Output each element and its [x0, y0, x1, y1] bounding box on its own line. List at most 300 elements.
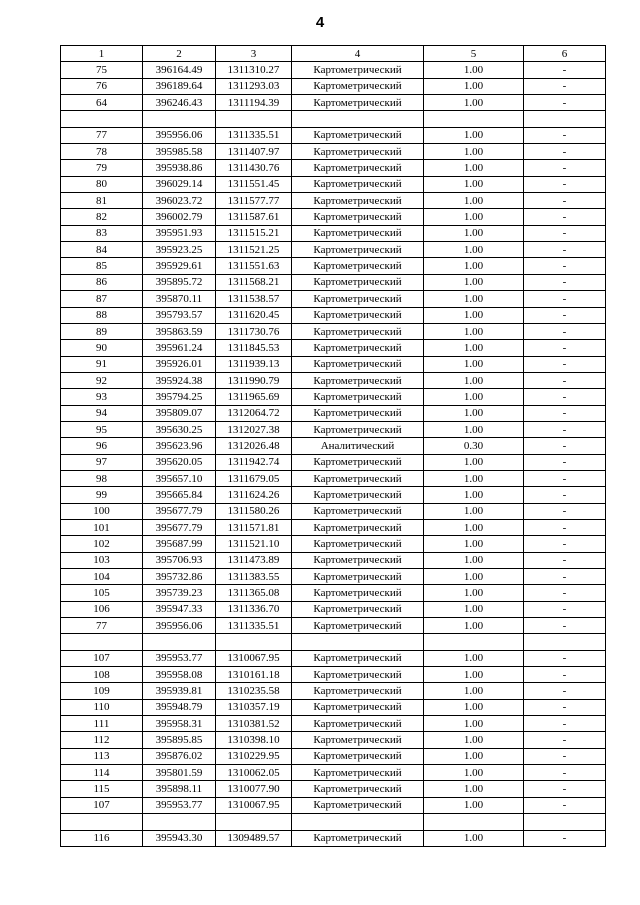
- column-header: 6: [524, 46, 606, 62]
- table-cell: Картометрический: [292, 323, 424, 339]
- table-cell: 395958.31: [143, 716, 216, 732]
- table-cell: -: [524, 487, 606, 503]
- table-row-separator: [61, 814, 606, 830]
- table-cell: 1.00: [424, 258, 524, 274]
- table-cell: 395929.61: [143, 258, 216, 274]
- table-cell: Картометрический: [292, 454, 424, 470]
- table-cell: -: [524, 699, 606, 715]
- table-cell: -: [524, 797, 606, 813]
- table-cell: 1310235.58: [216, 683, 292, 699]
- table-cell: Картометрический: [292, 78, 424, 94]
- table-cell: Картометрический: [292, 585, 424, 601]
- table-cell: -: [524, 732, 606, 748]
- coordinates-table: [60, 45, 606, 847]
- table-row-separator: [61, 634, 606, 650]
- table-cell: [292, 111, 424, 127]
- table-cell: 1310062.05: [216, 765, 292, 781]
- table-cell: -: [524, 144, 606, 160]
- table-cell: 1.00: [424, 650, 524, 666]
- table-cell: -: [524, 765, 606, 781]
- table-cell: -: [524, 323, 606, 339]
- table-cell: 1.00: [424, 176, 524, 192]
- table-cell: 90: [61, 340, 143, 356]
- table-cell: 110: [61, 699, 143, 715]
- table-cell: [424, 634, 524, 650]
- table-cell: -: [524, 618, 606, 634]
- table-cell: [61, 111, 143, 127]
- table-row: [61, 242, 606, 258]
- table-cell: Картометрический: [292, 699, 424, 715]
- table-row: [61, 389, 606, 405]
- table-cell: Картометрический: [292, 62, 424, 78]
- table-cell: Картометрический: [292, 487, 424, 503]
- table-cell: 395923.25: [143, 242, 216, 258]
- table-cell: 395732.86: [143, 569, 216, 585]
- table-cell: 395630.25: [143, 421, 216, 437]
- table-cell: 395958.08: [143, 667, 216, 683]
- table-row: [61, 830, 606, 846]
- table-cell: Картометрический: [292, 356, 424, 372]
- table-cell: 395939.81: [143, 683, 216, 699]
- table-cell: 1311521.25: [216, 242, 292, 258]
- table-cell: Картометрический: [292, 650, 424, 666]
- table-row: [61, 699, 606, 715]
- table-cell: 80: [61, 176, 143, 192]
- table-cell: Картометрический: [292, 389, 424, 405]
- table-cell: 1.00: [424, 454, 524, 470]
- table-cell: [424, 111, 524, 127]
- table-row: [61, 291, 606, 307]
- table-cell: 395956.06: [143, 127, 216, 143]
- table-cell: -: [524, 830, 606, 846]
- table-cell: 396002.79: [143, 209, 216, 225]
- table-cell: 1311515.21: [216, 225, 292, 241]
- table-row: [61, 552, 606, 568]
- table-cell: 395794.25: [143, 389, 216, 405]
- table-cell: 395898.11: [143, 781, 216, 797]
- table-row: [61, 258, 606, 274]
- table-cell: 1.00: [424, 78, 524, 94]
- table-cell: 100: [61, 503, 143, 519]
- table-cell: 105: [61, 585, 143, 601]
- table-cell: 1.00: [424, 830, 524, 846]
- table-cell: -: [524, 78, 606, 94]
- table-cell: 77: [61, 618, 143, 634]
- table-cell: 1.00: [424, 127, 524, 143]
- table-cell: 101: [61, 519, 143, 535]
- page-number: 4: [315, 14, 325, 31]
- table-cell: 1311365.08: [216, 585, 292, 601]
- table-row: [61, 78, 606, 94]
- table-cell: [61, 634, 143, 650]
- table-cell: 396023.72: [143, 193, 216, 209]
- table-cell: 107: [61, 650, 143, 666]
- table-cell: 99: [61, 487, 143, 503]
- table-row: [61, 569, 606, 585]
- table-cell: -: [524, 470, 606, 486]
- table-cell: 395956.06: [143, 618, 216, 634]
- table-cell: 395938.86: [143, 160, 216, 176]
- table-cell: 1.00: [424, 683, 524, 699]
- table-cell: Картометрический: [292, 781, 424, 797]
- table-cell: -: [524, 193, 606, 209]
- table-row: [61, 454, 606, 470]
- table-cell: 1.00: [424, 225, 524, 241]
- table-cell: 1311965.69: [216, 389, 292, 405]
- table-cell: 1311990.79: [216, 372, 292, 388]
- table-cell: 1.00: [424, 274, 524, 290]
- table-cell: 1311551.45: [216, 176, 292, 192]
- table-cell: 78: [61, 144, 143, 160]
- table-cell: 112: [61, 732, 143, 748]
- table-cell: -: [524, 62, 606, 78]
- table-cell: 1.00: [424, 732, 524, 748]
- table-cell: 102: [61, 536, 143, 552]
- table-cell: 1.00: [424, 291, 524, 307]
- table-row: [61, 274, 606, 290]
- table-row: [61, 209, 606, 225]
- table-cell: 1.00: [424, 356, 524, 372]
- table-cell: Аналитический: [292, 438, 424, 454]
- table-row: [61, 716, 606, 732]
- table-cell: 1.00: [424, 667, 524, 683]
- table-cell: 83: [61, 225, 143, 241]
- column-header: 3: [216, 46, 292, 62]
- table-cell: 395801.59: [143, 765, 216, 781]
- table-cell: 93: [61, 389, 143, 405]
- column-header: 2: [143, 46, 216, 62]
- table-cell: 395623.96: [143, 438, 216, 454]
- table-cell: 1.00: [424, 95, 524, 111]
- table-cell: 1.00: [424, 699, 524, 715]
- table-cell: 1.00: [424, 618, 524, 634]
- table-cell: 0.30: [424, 438, 524, 454]
- table-cell: Картометрический: [292, 372, 424, 388]
- table-cell: 395895.85: [143, 732, 216, 748]
- table-cell: 1.00: [424, 470, 524, 486]
- table-cell: Картометрический: [292, 274, 424, 290]
- table-cell: 1.00: [424, 209, 524, 225]
- table-cell: 395809.07: [143, 405, 216, 421]
- table-cell: -: [524, 667, 606, 683]
- table-cell: [61, 814, 143, 830]
- table-row: [61, 536, 606, 552]
- table-cell: -: [524, 650, 606, 666]
- table-cell: -: [524, 569, 606, 585]
- table-cell: [216, 111, 292, 127]
- table-row: [61, 765, 606, 781]
- table-cell: 1.00: [424, 421, 524, 437]
- table-row: [61, 470, 606, 486]
- table-cell: -: [524, 127, 606, 143]
- table-cell: 1.00: [424, 601, 524, 617]
- table-cell: 1311335.51: [216, 618, 292, 634]
- table-cell: -: [524, 242, 606, 258]
- table-cell: Картометрический: [292, 95, 424, 111]
- table-cell: 1311473.89: [216, 552, 292, 568]
- table-cell: 1311845.53: [216, 340, 292, 356]
- table-row: [61, 225, 606, 241]
- table-cell: Картометрический: [292, 160, 424, 176]
- table-cell: 395895.72: [143, 274, 216, 290]
- table-cell: 1310398.10: [216, 732, 292, 748]
- table-cell: -: [524, 274, 606, 290]
- table-cell: Картометрический: [292, 716, 424, 732]
- table-cell: 395948.79: [143, 699, 216, 715]
- table-row: [61, 405, 606, 421]
- table-row: [61, 127, 606, 143]
- table-cell: 395706.93: [143, 552, 216, 568]
- table-cell: 1.00: [424, 585, 524, 601]
- table-cell: 1.00: [424, 765, 524, 781]
- table-row: [61, 503, 606, 519]
- table-cell: Картометрический: [292, 258, 424, 274]
- table-cell: 1311310.27: [216, 62, 292, 78]
- table-cell: Картометрический: [292, 340, 424, 356]
- table-cell: 1.00: [424, 242, 524, 258]
- table-cell: 1311407.97: [216, 144, 292, 160]
- table-cell: 89: [61, 323, 143, 339]
- table-cell: 85: [61, 258, 143, 274]
- table-cell: 114: [61, 765, 143, 781]
- table-cell: 1310229.95: [216, 748, 292, 764]
- table-cell: 1310067.95: [216, 797, 292, 813]
- table-cell: -: [524, 438, 606, 454]
- table-cell: 1311571.81: [216, 519, 292, 535]
- table-cell: 395953.77: [143, 797, 216, 813]
- table-row: [61, 667, 606, 683]
- table-cell: -: [524, 176, 606, 192]
- table-cell: -: [524, 503, 606, 519]
- table-cell: 395926.01: [143, 356, 216, 372]
- table-row: [61, 683, 606, 699]
- table-cell: Картометрический: [292, 618, 424, 634]
- table-cell: 395863.59: [143, 323, 216, 339]
- table-cell: 1311538.57: [216, 291, 292, 307]
- table-cell: 81: [61, 193, 143, 209]
- table-cell: 1311430.76: [216, 160, 292, 176]
- table-cell: 64: [61, 95, 143, 111]
- table-cell: Картометрический: [292, 569, 424, 585]
- table-row: [61, 585, 606, 601]
- table-cell: Картометрический: [292, 307, 424, 323]
- table-cell: 1.00: [424, 716, 524, 732]
- table-cell: 1.00: [424, 160, 524, 176]
- table-cell: -: [524, 307, 606, 323]
- table-row: [61, 601, 606, 617]
- table-cell: -: [524, 356, 606, 372]
- table-cell: -: [524, 291, 606, 307]
- table-cell: 396164.49: [143, 62, 216, 78]
- table-cell: 94: [61, 405, 143, 421]
- table-cell: Картометрический: [292, 144, 424, 160]
- table-cell: 92: [61, 372, 143, 388]
- table-cell: 96: [61, 438, 143, 454]
- table-cell: -: [524, 748, 606, 764]
- table-cell: 1.00: [424, 144, 524, 160]
- table-cell: 1311624.26: [216, 487, 292, 503]
- table-cell: 395677.79: [143, 519, 216, 535]
- table-cell: 1310161.18: [216, 667, 292, 683]
- table-cell: 1.00: [424, 503, 524, 519]
- table-cell: -: [524, 585, 606, 601]
- table-cell: 395951.93: [143, 225, 216, 241]
- table-row: [61, 487, 606, 503]
- table-row: [61, 618, 606, 634]
- table-cell: [424, 814, 524, 830]
- table-cell: Картометрический: [292, 601, 424, 617]
- table-cell: 98: [61, 470, 143, 486]
- table-row: [61, 160, 606, 176]
- table-cell: 1309489.57: [216, 830, 292, 846]
- table-cell: 107: [61, 797, 143, 813]
- table-cell: 1312027.38: [216, 421, 292, 437]
- table-cell: -: [524, 716, 606, 732]
- table-cell: 1311568.21: [216, 274, 292, 290]
- table-cell: Картометрический: [292, 683, 424, 699]
- table-cell: 395657.10: [143, 470, 216, 486]
- table-row: [61, 307, 606, 323]
- table-cell: 395793.57: [143, 307, 216, 323]
- table-cell: 86: [61, 274, 143, 290]
- table-row: [61, 438, 606, 454]
- table-cell: 395677.79: [143, 503, 216, 519]
- table-cell: Картометрический: [292, 421, 424, 437]
- table-row-separator: [61, 111, 606, 127]
- table-cell: 395665.84: [143, 487, 216, 503]
- table-cell: 396029.14: [143, 176, 216, 192]
- column-header: 1: [61, 46, 143, 62]
- table-row: [61, 650, 606, 666]
- table-row: [61, 732, 606, 748]
- table-cell: Картометрический: [292, 242, 424, 258]
- table-row: [61, 340, 606, 356]
- table-cell: Картометрический: [292, 176, 424, 192]
- table-cell: 1310357.19: [216, 699, 292, 715]
- table-row: [61, 748, 606, 764]
- table-cell: -: [524, 340, 606, 356]
- table-cell: Картометрический: [292, 193, 424, 209]
- table-cell: -: [524, 781, 606, 797]
- table-cell: 76: [61, 78, 143, 94]
- table-cell: 1311521.10: [216, 536, 292, 552]
- table-cell: 1.00: [424, 340, 524, 356]
- table-cell: 79: [61, 160, 143, 176]
- table-cell: 1311336.70: [216, 601, 292, 617]
- table-cell: 77: [61, 127, 143, 143]
- table-cell: 1.00: [424, 193, 524, 209]
- table-cell: 1312064.72: [216, 405, 292, 421]
- table-cell: 395961.24: [143, 340, 216, 356]
- table-cell: Картометрический: [292, 209, 424, 225]
- table-cell: 95: [61, 421, 143, 437]
- table-cell: 1311194.39: [216, 95, 292, 111]
- table-cell: 1311620.45: [216, 307, 292, 323]
- table-cell: [524, 634, 606, 650]
- table-cell: 1311730.76: [216, 323, 292, 339]
- table-cell: 1.00: [424, 372, 524, 388]
- table-cell: 1311580.26: [216, 503, 292, 519]
- table-row: [61, 372, 606, 388]
- table-cell: 396246.43: [143, 95, 216, 111]
- table-row: [61, 519, 606, 535]
- table-cell: -: [524, 258, 606, 274]
- table-cell: 1311293.03: [216, 78, 292, 94]
- table-cell: 75: [61, 62, 143, 78]
- table-cell: -: [524, 405, 606, 421]
- table-cell: 395620.05: [143, 454, 216, 470]
- table-cell: 1.00: [424, 389, 524, 405]
- table-cell: 1.00: [424, 536, 524, 552]
- table-cell: Картометрический: [292, 667, 424, 683]
- table-cell: -: [524, 421, 606, 437]
- table-cell: Картометрический: [292, 225, 424, 241]
- table-cell: 1.00: [424, 552, 524, 568]
- table-cell: 1311942.74: [216, 454, 292, 470]
- table-cell: 1311383.55: [216, 569, 292, 585]
- table-row: [61, 421, 606, 437]
- table-cell: Картометрический: [292, 470, 424, 486]
- table-cell: Картометрический: [292, 503, 424, 519]
- table-cell: 1311551.63: [216, 258, 292, 274]
- table-cell: 395739.23: [143, 585, 216, 601]
- table-cell: 396189.64: [143, 78, 216, 94]
- table-cell: 111: [61, 716, 143, 732]
- table-cell: Картометрический: [292, 405, 424, 421]
- table-cell: Картометрический: [292, 830, 424, 846]
- table-row: [61, 176, 606, 192]
- table-cell: 1311335.51: [216, 127, 292, 143]
- table-cell: 395687.99: [143, 536, 216, 552]
- table-cell: 116: [61, 830, 143, 846]
- table-cell: -: [524, 536, 606, 552]
- table-row: [61, 144, 606, 160]
- table-cell: 1311587.61: [216, 209, 292, 225]
- table-cell: 395876.02: [143, 748, 216, 764]
- table-cell: 113: [61, 748, 143, 764]
- table-cell: -: [524, 552, 606, 568]
- table-cell: [292, 814, 424, 830]
- table-header-row: [61, 46, 606, 62]
- table-cell: 91: [61, 356, 143, 372]
- table-cell: Картометрический: [292, 765, 424, 781]
- table-body: [61, 62, 606, 847]
- table-cell: Картометрический: [292, 519, 424, 535]
- table-cell: [143, 111, 216, 127]
- table-row: [61, 781, 606, 797]
- table-cell: -: [524, 454, 606, 470]
- table-cell: 1.00: [424, 405, 524, 421]
- table-cell: 115: [61, 781, 143, 797]
- table-cell: 1.00: [424, 487, 524, 503]
- table-cell: 1310077.90: [216, 781, 292, 797]
- table-cell: -: [524, 683, 606, 699]
- table-cell: Картометрический: [292, 552, 424, 568]
- table-cell: -: [524, 209, 606, 225]
- table-cell: 1310381.52: [216, 716, 292, 732]
- table-cell: 395924.38: [143, 372, 216, 388]
- table-cell: -: [524, 225, 606, 241]
- table-cell: 1.00: [424, 323, 524, 339]
- table-cell: [524, 111, 606, 127]
- table-cell: 1.00: [424, 62, 524, 78]
- table-cell: 97: [61, 454, 143, 470]
- table-cell: 395943.30: [143, 830, 216, 846]
- table-cell: 106: [61, 601, 143, 617]
- table-cell: 88: [61, 307, 143, 323]
- table-cell: -: [524, 372, 606, 388]
- table-cell: [524, 814, 606, 830]
